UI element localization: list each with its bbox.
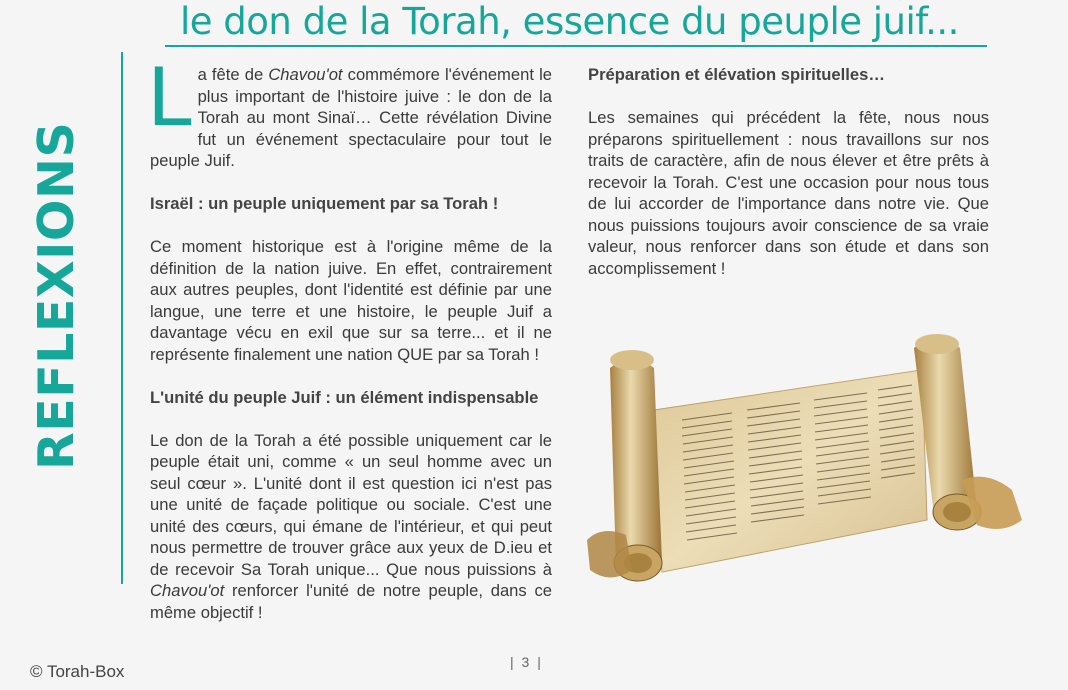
title-underline [165, 45, 987, 47]
unite-text-2: renforcer l'unité de notre peuple, dans ce même objectif ! [150, 581, 552, 622]
section-heading-israel: Israël : un peuple uniquement par sa Torah ! [150, 194, 499, 213]
intro-paragraph [147, 51, 552, 172]
intro-text-1: a fête de [197, 65, 269, 84]
section-heading-preparation: Préparation et élévation spirituelles… [588, 65, 885, 84]
side-label-reflexions: REFLEXIONS [28, 121, 85, 470]
unite-emphasis: Chavou'ot [150, 581, 225, 600]
paragraph-israel: Ce moment historique est à l'origine même de la définition de la nation juive. En effet, contrairement aux autres peuples, dont l'identité est définie par une langue, une terre et une histoire, le peuple Juif a davantage vécu en exil que sur sa terre... et il ne représente finalement une nation QUE par sa Torah ! [150, 237, 552, 364]
vertical-divider [121, 52, 123, 584]
unite-text-1: Le don de la Torah a été possible uniquement car le peuple était uni, comme « un seul homme avec un seul cœur ». L'unité dont il est question ici n'est pas une unité de façade politique ou sociale. C'est une unité des cœurs, qui émane de l'intérieur, et qui peut nous permettre de trouver grâce aux yeux de D.ieu et de recevoir Sa Torah unique... Que nous puissions à [150, 430, 552, 579]
torah-scroll-image [582, 330, 1034, 592]
drop-cap: L [147, 51, 192, 144]
right-column [588, 64, 989, 279]
page-title: le don de la Torah, essence du peuple juif... [180, 0, 959, 43]
footer-copyright: © Torah-Box [30, 662, 125, 681]
section-heading-unite: L'unité du peuple Juif : un élément indispensable [150, 387, 539, 407]
left-column [147, 51, 552, 623]
intro-text-2: commémore l'événement le plus important de l'histoire juive : le don de la Torah au mont Sinaï… Cette révélation Divine fut un événement spectaculaire pour tout le peuple Juif. [150, 65, 552, 170]
paragraph-unite [150, 430, 552, 624]
paragraph-preparation: Les semaines qui précédent la fête, nous nous préparons spirituellement : nous travaillons sur nos traits de caractère, afin de nous élever et être prêts à recevoir la Torah. C'est une occasion pour nous tous de lui accorder de l'importance dans notre vie. Que nous puissions toujours avoir conscience de sa vraie valeur, nous renforcer dans son étude et dans son accomplissement ! [588, 108, 989, 278]
page-number: | 3 | [510, 654, 543, 670]
intro-emphasis: Chavou'ot [268, 65, 343, 84]
